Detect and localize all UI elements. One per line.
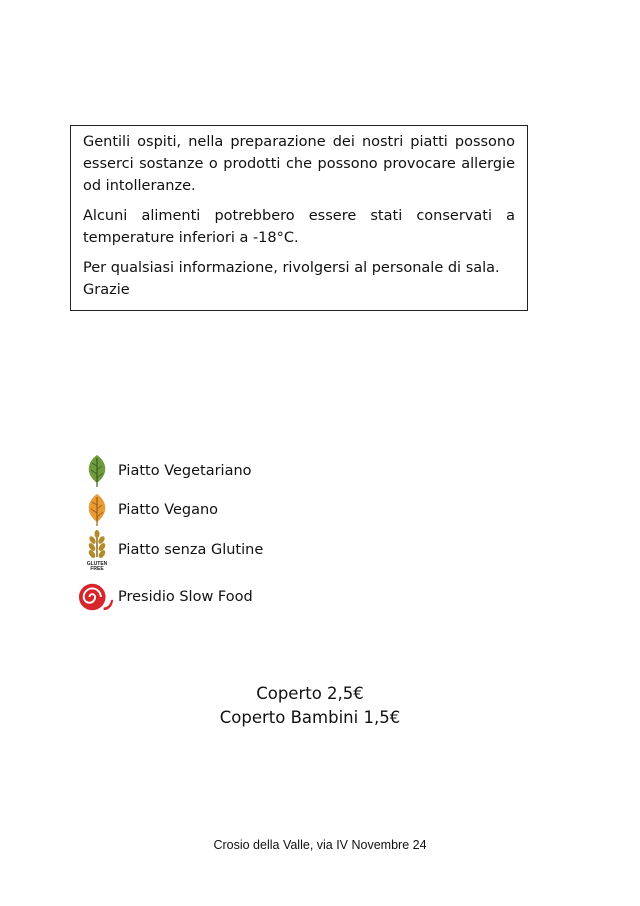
legend-item-vegetarian (78, 451, 252, 491)
svg-text:GLUTEN: GLUTEN (86, 561, 108, 567)
orange-leaf-icon (78, 490, 116, 530)
notice-paragraph-info: Per qualsiasi informazione, rivolgersi al personale di sala. (83, 260, 500, 276)
gluten-free-icon (78, 530, 116, 570)
legend-item-slow-food (78, 577, 253, 617)
coperto-price: Coperto 2,5€ (256, 684, 364, 703)
legend-label-gluten-free: Piatto senza Glutine (118, 542, 264, 558)
legend-item-gluten-free (78, 530, 263, 570)
notice-closing: Grazie (83, 282, 130, 298)
footer-address: Crosio della Valle, via IV Novembre 24 (213, 838, 427, 852)
legend-item-vegan (78, 490, 218, 530)
legend-label-slow-food: Presidio Slow Food (118, 589, 253, 605)
svg-text:FREE: FREE (90, 566, 104, 571)
notice-paragraph-temperature: Alcuni alimenti potrebbero essere stati conservati a temperature inferiori a -18°C. (83, 208, 515, 246)
slow-food-snail-icon (78, 577, 116, 617)
allergen-notice-box (70, 125, 528, 311)
green-leaf-icon (78, 451, 116, 491)
coperto-bambini-price: Coperto Bambini 1,5€ (219, 708, 401, 727)
notice-paragraph-allergies: Gentili ospiti, nella preparazione dei nostri piatti possono esserci sostanze o prodotti che possono provocare allergie od intolleranze. (83, 134, 515, 194)
legend-label-vegetarian: Piatto Vegetariano (118, 463, 252, 479)
legend-label-vegan: Piatto Vegano (118, 502, 219, 518)
